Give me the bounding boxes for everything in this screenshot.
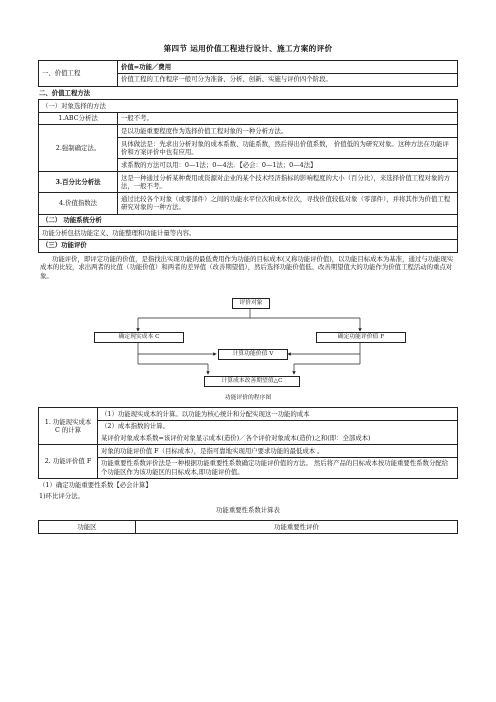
sub2-heading: （二） 功能系统分析 — [39, 214, 458, 227]
eval-r2-a: 对象的功能评价值 F（目标成本），是指可靠地实现用户要求功能的最低成本 。 — [98, 445, 458, 458]
sub2-text: 功能分析包括功能定义、功能整理和功能计量等内容。 — [39, 227, 458, 240]
eval-r1-a: （1）功能现实成本的计算。以功能为核心统计和分配实现这一功能的成本 — [98, 408, 458, 421]
value-index-text: 通过比较各个对象（或零部件）之间的功能水平位次和成本位次，寻找价值较低对象（零部件），并将其作为价值工程研究对象的一种方法。 — [118, 193, 458, 214]
percent-text: 这是一种通过分析某种费用或资源对企业的某个技术经济指标的影响程度的大小（百分比），来选择价值工程对象的方法，一般不考。 — [118, 172, 458, 193]
eval-r1-b2: 某评价对象成本系数=该评价对象显示成本(造价)／各个评价对象成本(造价)之和(即：全部成本) — [98, 433, 458, 445]
value-index-label: 4.价值指数法 — [39, 193, 118, 214]
importance-table-title: 功能重要性系数计算表 — [216, 506, 280, 515]
eval-r1-b1: （2）成本指数的计算。 — [98, 420, 458, 432]
forced-line-2: 具体做法是：先求出分析对象的成本系数、功能系数，然后得出价值系数， 价值低的为研究对象。这种方法在功能评价和方案评价中也有应用。 — [118, 138, 458, 159]
after-line-2: 1)环比评分法。 — [39, 491, 84, 500]
sub3-heading: （三）功能评价 — [39, 239, 458, 252]
diagram-top-box: 评价对象 — [232, 298, 270, 309]
diagram-mid-box: 计算功能价值 V — [218, 349, 288, 360]
col-importance: 功能重要性评价 — [136, 521, 458, 534]
diagram-left-box: 确定现实成本 C — [94, 332, 184, 343]
document-page — [38, 0, 458, 534]
abc-label: 1.ABC分析法 — [39, 112, 118, 125]
diagram-caption: 功能评价的程序图 — [224, 395, 272, 402]
s1-formula: 价值=功能／费用 — [118, 61, 458, 74]
after-line-1: （1）确定功能重要性系数【必会计算】 — [39, 481, 152, 490]
forced-line-3: 求系数的方法可以用：0—1法；0—4法．【必会：0—1法；0—4法】 — [118, 159, 458, 172]
s1-desc: 价值工程的工作程序一般可分为准备、分析、创新、实施与评价四个阶段。 — [118, 73, 458, 86]
sub1-heading: （一）对象选择的方法 — [39, 100, 458, 113]
eval-r1-label: 1. 功能现实成本 C 的计算 — [39, 408, 98, 445]
page-title: 第四节 运用价值工程进行设计、施工方案的评价 — [163, 44, 333, 53]
sub3-text: 功能评价，即评定功能的价值，是指找出实现功能的最低费用作为功能的目标成本(又称功能评价值)，以功能目标成本为基准，通过与功能现实成本的比较，求出两者的比值（功能价值）和两者的差异值（改善期望值），然后选择功能价值低、改善期望值大的功能作为价值工程活动的重点对象。 — [40, 254, 454, 280]
importance-table — [38, 520, 458, 534]
col-function-area: 功能区 — [39, 521, 136, 534]
evaluation-table — [38, 407, 458, 479]
eval-r2-label: 2. 功能评价值 F — [39, 445, 98, 479]
value-engineering-table — [38, 60, 458, 86]
forced-line-1: 是以功能重要程度作为选择价值工程对象的一种分析方法。 — [118, 125, 458, 138]
s1-label: 一、价值工程 — [39, 61, 118, 86]
function-evaluation-diagram — [38, 284, 458, 394]
eval-r2-b: 功能重要性系数评价法是一种根据功能重要性系数确定功能评价值的方法。 然后将产品的目标成本按功能重要性系数分配给个功能区作为该功能区的目标成本,即功能评价值。 — [98, 457, 458, 478]
diagram-bottom-box: 计算成本改善期望值△C — [204, 376, 300, 387]
abc-text: 一般不考。 — [118, 112, 458, 125]
diagram-right-box: 确定功能评价值 F — [316, 332, 406, 343]
object-selection-table — [38, 99, 458, 252]
percent-label: 3.百分比分析法 — [39, 172, 118, 193]
forced-label: 2.强制确定法。 — [39, 125, 118, 172]
section-2-heading: 二、价值工程方法 — [39, 88, 91, 97]
